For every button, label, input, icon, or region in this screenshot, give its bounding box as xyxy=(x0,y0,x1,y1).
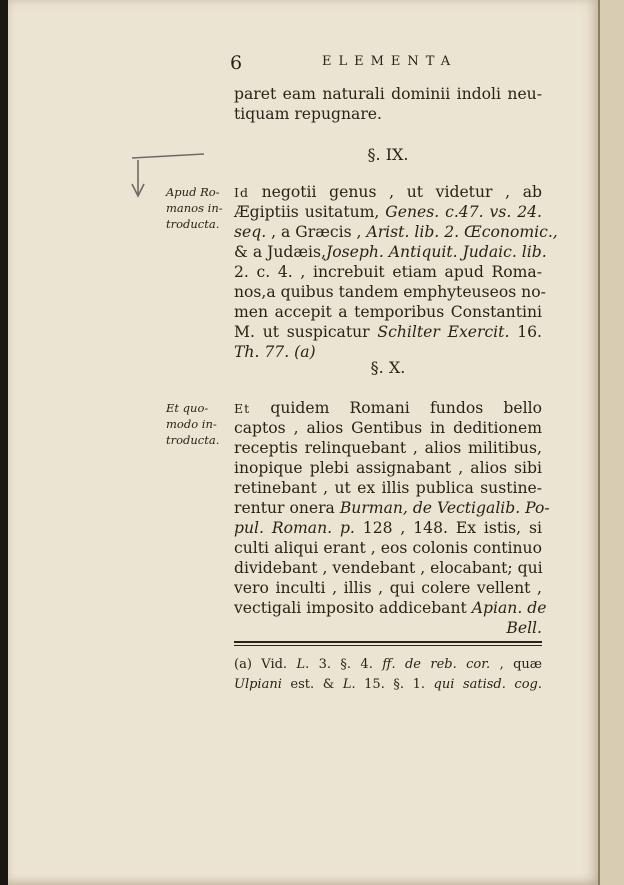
body-line: seq. , a Græcis , Arist. lib. 2. Œconomic., xyxy=(234,223,558,241)
margin-note-line: troducta. xyxy=(166,217,220,231)
book-page xyxy=(8,0,598,885)
body-line: vero inculti , illis , qui colere vellent , xyxy=(234,579,542,597)
footnote-rule-thin xyxy=(234,645,542,646)
pencil-arrow-icon xyxy=(126,150,208,206)
body-line: dividebant , vendebant , elocabant; qui xyxy=(234,559,543,577)
footnote-rule xyxy=(234,641,542,643)
body-line: pul. Roman. p. 128 , 148. Ex istis, si xyxy=(234,519,542,537)
body-line: rentur onera Burman, de Vectigalib. Po- xyxy=(234,499,550,517)
body-line: vectigali imposito addicebant Apian. de xyxy=(234,599,547,617)
body-line: retinebant , ut ex illis publica sustine- xyxy=(234,479,542,497)
body-line: Id negotii genus , ut videtur , ab xyxy=(234,183,542,201)
margin-note-line: manos in- xyxy=(166,201,223,215)
intro-line-2: tiquam repugnare. xyxy=(234,105,382,123)
margin-note-line: Et quo- xyxy=(166,401,209,415)
margin-note-line: troducta. xyxy=(166,433,220,447)
body-line: receptis relinquebant , alios militibus, xyxy=(234,439,542,457)
footnote-line: Ulpiani est. & L. 15. §. 1. qui satisd. cog. xyxy=(234,677,542,692)
intro-line-1: paret eam naturali dominii indoli neu- xyxy=(234,85,542,103)
body-line: inopique plebi assignabant , alios sibi xyxy=(234,459,542,477)
margin-note-line: Apud Ro- xyxy=(166,185,220,199)
footnote-line: (a) Vid. L. 3. §. 4. ff. de reb. cor. , quæ xyxy=(234,657,543,672)
body-line: 2. c. 4. , increbuit etiam apud Roma- xyxy=(234,263,542,281)
body-line: & a Judæis,Joseph. Antiquit. Judaic. lib. xyxy=(234,243,547,261)
body-line: Bell. xyxy=(506,619,542,637)
body-line: M. ut suspicatur Schilter Exercit. 16. xyxy=(234,323,542,341)
body-line: culti aliqui erant , eos colonis continuo xyxy=(234,539,542,557)
body-line: Ægiptiis usitatum, Genes. c.47. vs. 24. xyxy=(234,203,542,221)
body-line: captos , alios Gentibus in deditionem xyxy=(234,419,542,437)
running-head xyxy=(230,52,460,76)
page-number: 6 xyxy=(230,52,243,74)
running-title: ELEMENTA xyxy=(322,54,458,69)
body-line: Et quidem Romani fundos bello xyxy=(234,399,542,417)
margin-note-line: modo in- xyxy=(166,417,217,431)
body-line: nos,a quibus tandem emphyteuseos no- xyxy=(234,283,546,301)
body-line: men accepit a temporibus Constantini xyxy=(234,303,542,321)
section-x-heading: §. X. xyxy=(370,358,406,377)
section-ix-heading: §. IX. xyxy=(367,145,409,164)
next-page-edge xyxy=(598,0,624,885)
body-line: Th. 77. (a) xyxy=(234,343,316,361)
section-x-margin-note xyxy=(166,400,232,448)
